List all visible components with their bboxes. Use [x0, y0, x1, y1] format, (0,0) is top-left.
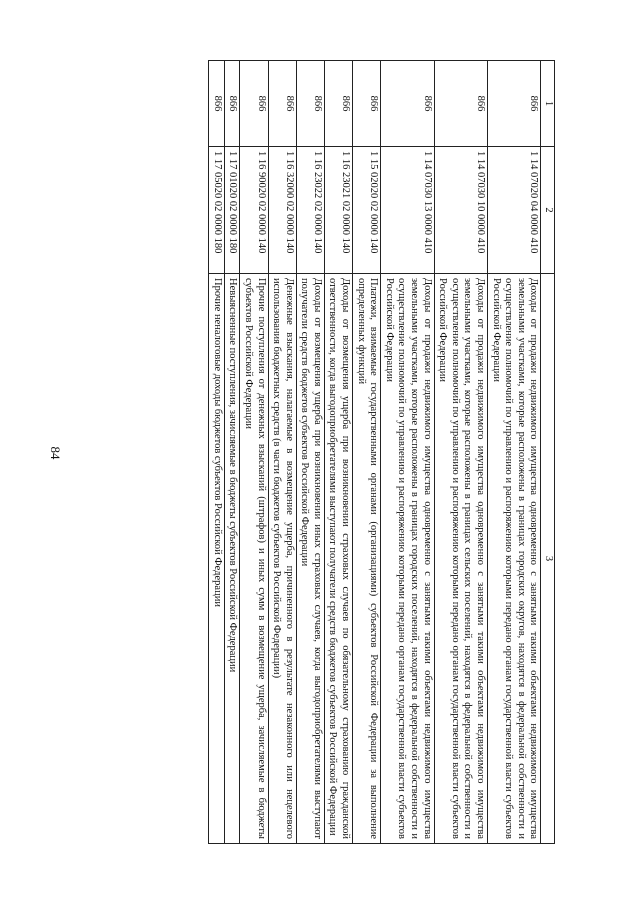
header-cell-3: 3 [541, 274, 555, 844]
description-cell: Доходы от продажи недвижимого имущества одновременно с занятыми такими объектами недвижимого имущества земельными участками, которые расположены в границах городских поселений, находятся в федеральной собственности и осуществление полномочий по управлению и распоряжению которыми передано органам государственной власти субъектов Российской Федерации [381, 274, 434, 844]
budget-code-cell: 1 16 90020 02 0000 140 [240, 147, 268, 274]
rotated-table-container [85, 60, 555, 843]
budget-code-cell: 1 14 07020 04 0000 410 [488, 147, 541, 274]
table-row [324, 61, 352, 844]
budget-code-cell: 1 16 32000 02 0000 140 [268, 147, 296, 274]
description-cell: Доходы от возмещения ущерба при возникновении страховых случаев по обязательному страхованию гражданской ответственности, когда выгодоприобретателями выступают получатели средств бюджетов субъектов Российской Федерации [324, 274, 352, 844]
table-row [209, 61, 225, 844]
description-cell: Доходы от продажи недвижимого имущества одновременно с занятыми такими объектами недвижимого имущества земельными участками, которые расположены в границах сельских поселений, находятся в федеральной собственности и осуществление полномочий по управлению и распоряжению которыми передано органам государственной власти субъектов Российской Федерации [434, 274, 487, 844]
table-row [353, 61, 381, 844]
budget-code-cell: 1 17 05020 02 0000 180 [209, 147, 225, 274]
budget-codes-table [208, 60, 555, 844]
description-cell: Прочие поступления от денежных взысканий (штрафов) и иных сумм в возмещение ущерба, зачисляемые в бюджеты субъектов Российской Федерации [240, 274, 268, 844]
description-cell: Платежи, взимаемые государственными органами (организациями) субъектов Российской Федерации за выполнение определенных функций [353, 274, 381, 844]
description-cell: Доходы от продажи недвижимого имущества одновременно с занятыми такими объектами недвижимого имущества земельными участками, которые расположены в границах городских округов, находятся в федеральной собственности и осуществление полномочий по управлению и распоряжению которыми передано органам государственной власти субъектов Российской Федерации [488, 274, 541, 844]
description-cell: Денежные взыскания, налагаемые в возмещение ущерба, причиненного в результате незаконного или нецелевого использования бюджетных средств (в части бюджетов субъектов Российской Федерации) [268, 274, 296, 844]
table-header-row [541, 61, 555, 844]
header-cell-1: 1 [541, 61, 555, 147]
admin-code-cell: 866 [296, 61, 324, 147]
page-number: 84 [48, 446, 63, 460]
admin-code-cell: 866 [209, 61, 225, 147]
admin-code-cell: 866 [353, 61, 381, 147]
budget-code-cell: 1 14 07030 10 0000 410 [434, 147, 487, 274]
table-row [488, 61, 541, 844]
description-cell: Невыясненные поступления, зачисляемые в бюджеты субъектов Российской Федерации [224, 274, 240, 844]
admin-code-cell: 866 [488, 61, 541, 147]
admin-code-cell: 866 [240, 61, 268, 147]
admin-code-cell: 866 [434, 61, 487, 147]
description-cell: Прочие неналоговые доходы бюджетов субъектов Российской Федерации [209, 274, 225, 844]
table-row [296, 61, 324, 844]
admin-code-cell: 866 [224, 61, 240, 147]
table-row [224, 61, 240, 844]
table-row [268, 61, 296, 844]
table-row [434, 61, 487, 844]
admin-code-cell: 866 [324, 61, 352, 147]
description-cell: Доходы от возмещения ущерба при возникновении иных страховых случаев, когда выгодоприобретателями выступают получатели средств бюджетов субъектов Российской Федерации [296, 274, 324, 844]
admin-code-cell: 866 [268, 61, 296, 147]
header-cell-2: 2 [541, 147, 555, 274]
table-row [240, 61, 268, 844]
budget-code-cell: 1 16 23021 02 0000 140 [324, 147, 352, 274]
budget-code-cell: 1 17 01020 02 0000 180 [224, 147, 240, 274]
budget-code-cell: 1 14 07030 13 0000 410 [381, 147, 434, 274]
budget-code-cell: 1 16 23022 02 0000 140 [296, 147, 324, 274]
admin-code-cell: 866 [381, 61, 434, 147]
budget-code-cell: 1 15 02020 02 0000 140 [353, 147, 381, 274]
table-row [381, 61, 434, 844]
